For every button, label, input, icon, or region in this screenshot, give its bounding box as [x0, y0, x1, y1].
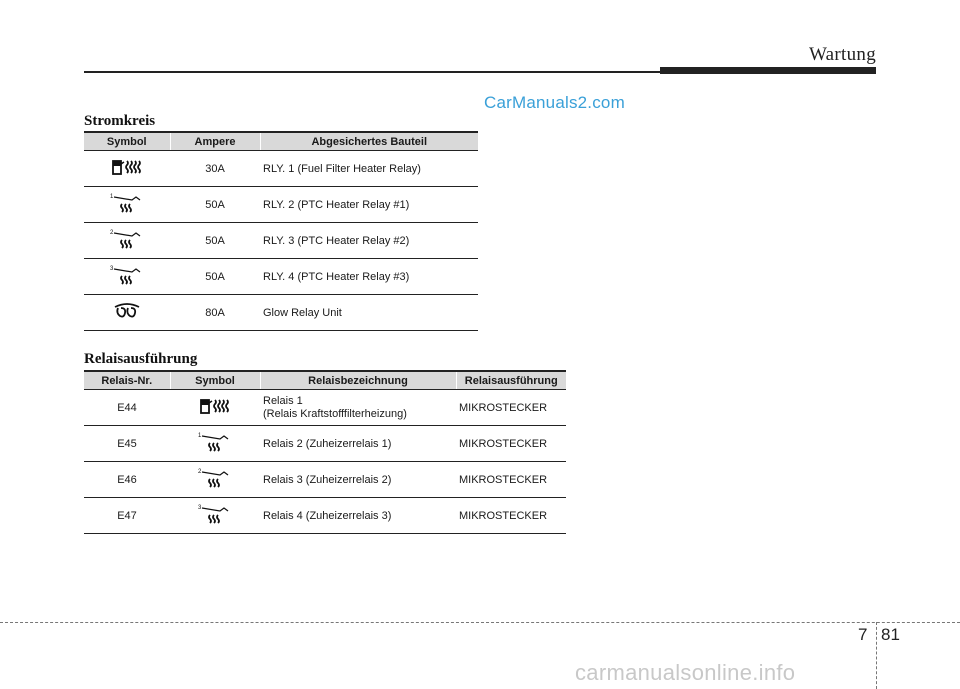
table-header-row [84, 371, 566, 390]
glow-plug-icon [112, 302, 142, 320]
symbol-cell [170, 498, 260, 534]
icon-index-label: 3 [110, 266, 114, 272]
column-header: Symbol [170, 371, 260, 390]
table-row [84, 223, 478, 259]
footer-divider [0, 622, 960, 623]
ampere-cell: 50A [170, 187, 260, 223]
icon-index-label: 1 [198, 433, 202, 439]
component-cell: Glow Relay Unit [260, 295, 478, 331]
symbol-cell [170, 426, 260, 462]
symbol-cell [84, 259, 170, 295]
ampere-cell: 80A [170, 295, 260, 331]
relay-name-cell [260, 390, 456, 426]
ampere-cell: 30A [170, 151, 260, 187]
component-cell: RLY. 2 (PTC Heater Relay #1) [260, 187, 478, 223]
relay-name-cell: Relais 2 (Zuheizerrelais 1) [260, 426, 456, 462]
component-cell: RLY. 3 (PTC Heater Relay #2) [260, 223, 478, 259]
table-row [84, 151, 478, 187]
relay-number-cell: E47 [84, 498, 170, 534]
column-header: Relaisbezeichnung [260, 371, 456, 390]
relais-table [84, 370, 566, 534]
symbol-cell [170, 390, 260, 426]
fuel-filter-heater-icon [198, 396, 232, 416]
relay-name-line: (Relais Kraftstofffilterheizung) [263, 407, 407, 420]
page-number-divider [876, 622, 877, 689]
section-title-relaisausfuehrung: Relaisausführung [84, 351, 198, 367]
page-number: 81 [881, 625, 900, 644]
ptc-heater-icon [110, 192, 144, 214]
symbol-cell [170, 462, 260, 498]
column-header: Relaisausführung [456, 371, 566, 390]
relay-type-cell: MIKROSTECKER [456, 498, 566, 534]
watermark-top: CarManuals2.com [484, 93, 625, 112]
symbol-cell [84, 187, 170, 223]
icon-index-label: 2 [198, 469, 202, 475]
relay-name-cell: Relais 3 (Zuheizerrelais 2) [260, 462, 456, 498]
relay-name-line: Relais 1 [263, 394, 303, 407]
header-title: Wartung [808, 44, 876, 65]
symbol-cell [84, 295, 170, 331]
table-row [84, 498, 566, 534]
relay-number-cell: E45 [84, 426, 170, 462]
table-row [84, 390, 566, 426]
relay-number-cell: E46 [84, 462, 170, 498]
ptc-heater-icon [110, 264, 144, 286]
relay-type-cell: MIKROSTECKER [456, 462, 566, 498]
symbol-cell [84, 223, 170, 259]
table-row [84, 426, 566, 462]
column-header: Relais-Nr. [84, 371, 170, 390]
column-header: Symbol [84, 132, 170, 151]
column-header: Ampere [170, 132, 260, 151]
relay-number-cell: E44 [84, 390, 170, 426]
watermark-bottom: carmanualsonline.info [575, 660, 796, 685]
icon-index-label: 1 [110, 194, 114, 200]
icon-index-label: 2 [110, 230, 114, 236]
ptc-heater-icon [110, 228, 144, 250]
relay-type-cell: MIKROSTECKER [456, 426, 566, 462]
ptc-heater-icon [198, 431, 232, 453]
ptc-heater-icon [198, 467, 232, 489]
relay-name-cell: Relais 4 (Zuheizerrelais 3) [260, 498, 456, 534]
chapter-number: 7 [858, 625, 868, 644]
symbol-cell [84, 151, 170, 187]
component-cell: RLY. 4 (PTC Heater Relay #3) [260, 259, 478, 295]
header-rule [84, 71, 660, 73]
component-cell: RLY. 1 (Fuel Filter Heater Relay) [260, 151, 478, 187]
ampere-cell: 50A [170, 259, 260, 295]
table-row [84, 187, 478, 223]
ptc-heater-icon [198, 503, 232, 525]
table-row [84, 462, 566, 498]
ampere-cell: 50A [170, 223, 260, 259]
icon-index-label: 3 [198, 505, 202, 511]
table-header-row [84, 132, 478, 151]
section-title-stromkreis: Stromkreis [84, 113, 156, 129]
relay-type-cell: MIKROSTECKER [456, 390, 566, 426]
table-row [84, 259, 478, 295]
column-header: Abgesichertes Bauteil [260, 132, 478, 151]
header-rule-accent [660, 67, 876, 74]
stromkreis-table [84, 131, 478, 331]
fuel-filter-heater-icon [110, 157, 144, 177]
table-row [84, 295, 478, 331]
